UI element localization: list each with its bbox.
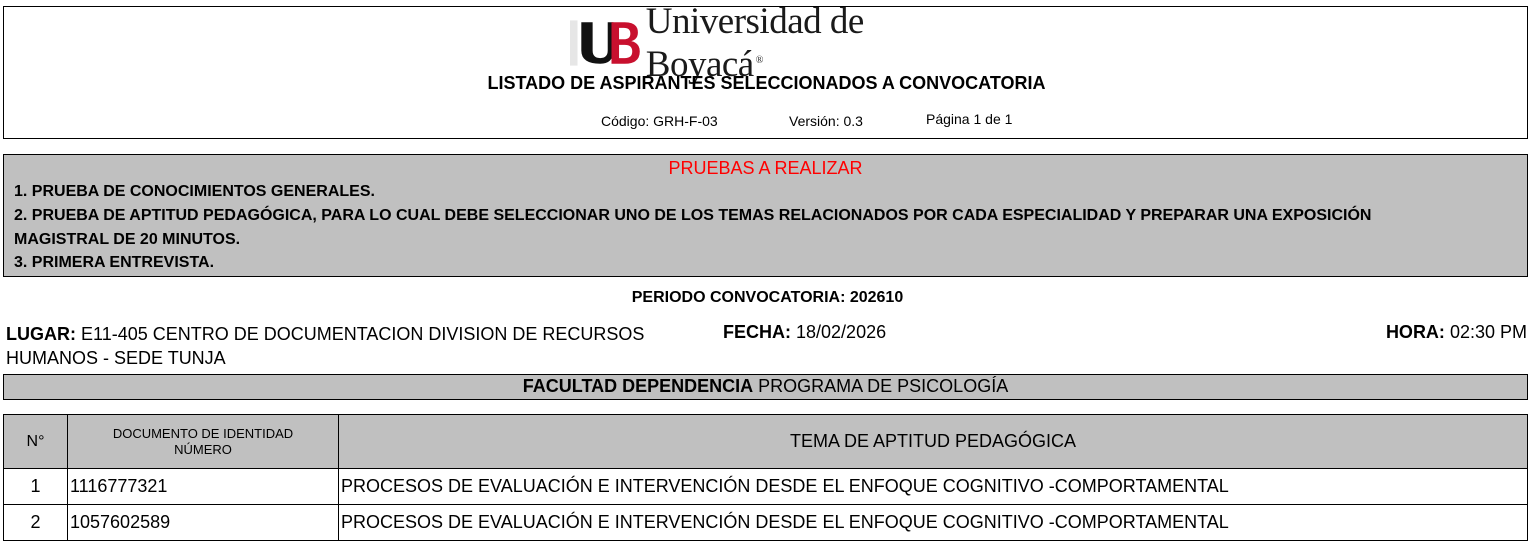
header-document: DOCUMENTO DE IDENTIDAD NÚMERO bbox=[68, 415, 339, 469]
facultad-bar bbox=[3, 374, 1528, 400]
header-number: N° bbox=[4, 415, 68, 469]
facultad-label: FACULTAD DEPENDENCIA bbox=[522, 376, 754, 396]
tests-section bbox=[3, 154, 1528, 277]
table-row bbox=[4, 505, 1528, 541]
facultad-value: PROGRAMA DE PSICOLOGÍA bbox=[758, 376, 1009, 396]
tests-title: PRUEBAS A REALIZAR bbox=[668, 158, 863, 178]
fecha-value: 18/02/2026 bbox=[796, 322, 887, 342]
fecha-field bbox=[723, 322, 886, 343]
lugar-field bbox=[6, 322, 646, 370]
document-code: Código: GRH-F-03 bbox=[601, 113, 718, 129]
document-title: LISTADO DE ASPIRANTES SELECCIONADOS A CONVOCATORIA bbox=[487, 73, 1046, 93]
document-version: Versión: 0.3 bbox=[789, 113, 863, 129]
row-tema: PROCESOS DE EVALUACIÓN E INTERVENCIÓN DESDE EL ENFOQUE COGNITIVO -COMPORTAMENTAL bbox=[339, 505, 1528, 541]
row-document: 1057602589 bbox=[68, 505, 339, 541]
ub-logo-icon bbox=[570, 17, 640, 69]
row-tema: PROCESOS DE EVALUACIÓN E INTERVENCIÓN DESDE EL ENFOQUE COGNITIVO -COMPORTAMENTAL bbox=[339, 469, 1528, 505]
row-number: 1 bbox=[4, 469, 68, 505]
test-item: 2. PRUEBA DE APTITUD PEDAGÓGICA, PARA LO CUAL DEBE SELECCIONAR UNO DE LOS TEMAS RELACIONADOS POR CADA ESPECIALIDAD Y PREPARAR UNA EXPOSICIÓN bbox=[14, 207, 1372, 224]
page-number: Página 1 de 1 bbox=[926, 111, 1013, 127]
periodo-convocatoria: PERIODO CONVOCATORIA: 202610 bbox=[631, 289, 904, 306]
table-header-row bbox=[4, 415, 1528, 469]
university-logo bbox=[570, 1, 970, 85]
fecha-label: FECHA: bbox=[723, 322, 791, 342]
test-item: MAGISTRAL DE 20 MINUTOS. bbox=[14, 231, 241, 248]
lugar-value: E11-405 CENTRO DE DOCUMENTACION DIVISION DE RECURSOS HUMANOS - SEDE TUNJA bbox=[6, 324, 645, 368]
hora-field bbox=[1386, 322, 1527, 343]
header-tema: TEMA DE APTITUD PEDAGÓGICA bbox=[339, 415, 1528, 469]
table-row bbox=[4, 469, 1528, 505]
candidates-table bbox=[3, 414, 1528, 541]
hora-label: HORA: bbox=[1385, 322, 1445, 342]
document-header bbox=[3, 1, 1528, 139]
test-item: 1. PRUEBA DE CONOCIMIENTOS GENERALES. bbox=[14, 183, 375, 200]
hora-value: 02:30 PM bbox=[1449, 322, 1527, 342]
lugar-label: LUGAR: bbox=[6, 324, 76, 344]
test-item: 3. PRIMERA ENTREVISTA. bbox=[14, 254, 215, 271]
logo-text: Universidad de Boyacá ® bbox=[645, 1, 864, 85]
row-document: 1116777321 bbox=[68, 469, 339, 505]
row-number: 2 bbox=[4, 505, 68, 541]
